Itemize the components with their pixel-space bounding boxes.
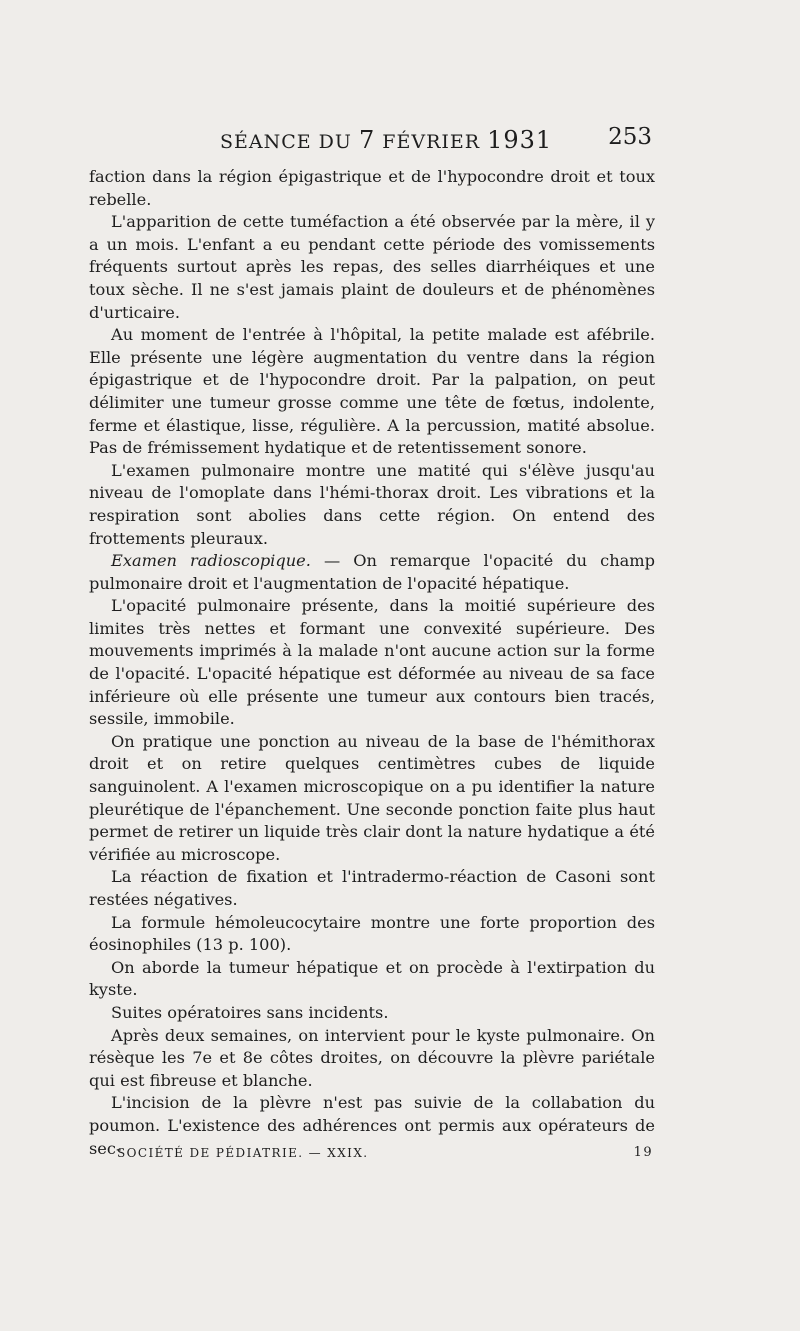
paragraph-12: L'incision de la plèvre n'est pas suivie de la collabation du poumon. L'existence des adhérences ont permis aux opérateurs de sec- (89, 1093, 655, 1158)
paragraph-5: L'opacité pulmonaire présente, dans la moitié supérieure des limites très nettes et formant une convexité supérieure. Des mouvements imprimés à la malade n'ont aucune action sur la forme de l'opacité. L'opacité hépatique est déformée au niveau de sa face inférieure où elle présente une tumeur aux contours bien tracés, sessile, immobile. (89, 596, 655, 729)
body-text (89, 166, 655, 1160)
header-title (220, 126, 552, 154)
page-footer (117, 1146, 653, 1166)
paragraph-4: L'examen pulmonaire montre une matité qui s'élève jusqu'au niveau de l'omoplate dans l'hémi-thorax droit. Les vibrations et la respiration sont abolies dans cette région. On entend des frottements pleuraux. (89, 460, 655, 548)
paragraph-9: On aborde la tumeur hépatique et on procède à l'extirpation du kyste. (89, 957, 655, 1000)
footer-journal: SOCIÉTÉ DE PÉDIATRIE. — XXIX. (117, 1146, 369, 1160)
radioscopy-heading: Examen radioscopique. (111, 551, 311, 571)
paragraph-11: Après deux semaines, on intervient pour le kyste pulmonaire. On résèque les 7e et 8e côtes droites, on découvre la plèvre pariétale qui est fibreuse et blanche. (89, 1025, 655, 1090)
header-title-day: 7 (358, 126, 376, 154)
paragraph-3: Au moment de l'entrée à l'hôpital, la petite malade est afébrile. Elle présente une légère augmentation du ventre dans la région épigastrique et de l'hypocondre droit. Par la palpation, on peut délimiter une tumeur grosse comme une tête de fœtus, indolente, ferme et élastique, lisse, régulière. A la percussion, matité absolue. Pas de frémissement hydatique et de retentissement sonore. (89, 325, 655, 458)
paragraph-2: L'apparition de cette tuméfaction a été observée par la mère, il y a un mois. L'enfant a eu pendant cette période des vomissements fréquents surtout après les repas, des selles diarrhéiques et une toux sèche. Il ne s'est jamais plaint de douleurs et de phénomènes d'urticaire. (89, 212, 655, 322)
header-title-mid: FÉVRIER (375, 131, 488, 153)
radioscopy-text: — On remarque l'opacité du champ pulmonaire droit et l'augmentation de l'opacité hépatique. (89, 551, 655, 593)
paragraph-6: On pratique une ponction au niveau de la base de l'hémithorax droit et on retire quelques centimètres cubes de liquide sanguinolent. A l'examen microscopique on a pu identifier la nature pleurétique de l'épanchement. Une seconde ponction faite plus haut permet de retirer un liquide très clair dont la nature hydatique a été vérifiée au microscope. (89, 731, 655, 864)
paragraph-8: La formule hémoleucocytaire montre une forte proportion des éosinophiles (13 p. 100). (89, 912, 655, 955)
header-title-year: 1931 (487, 126, 553, 154)
footer-signature: 19 (633, 1145, 653, 1160)
page-number: 253 (608, 124, 652, 150)
paragraph-7: La réaction de fixation et l'intradermo-réaction de Casoni sont restées négatives. (89, 867, 655, 909)
header-title-pre: SÉANCE DU (220, 131, 359, 153)
running-header (90, 122, 652, 154)
paragraph-10: Suites opératoires sans incidents. (111, 1002, 389, 1022)
paragraph-radioscopy (89, 550, 655, 595)
paragraph-1: faction dans la région épigastrique et de l'hypocondre droit et toux rebelle. (89, 167, 655, 209)
